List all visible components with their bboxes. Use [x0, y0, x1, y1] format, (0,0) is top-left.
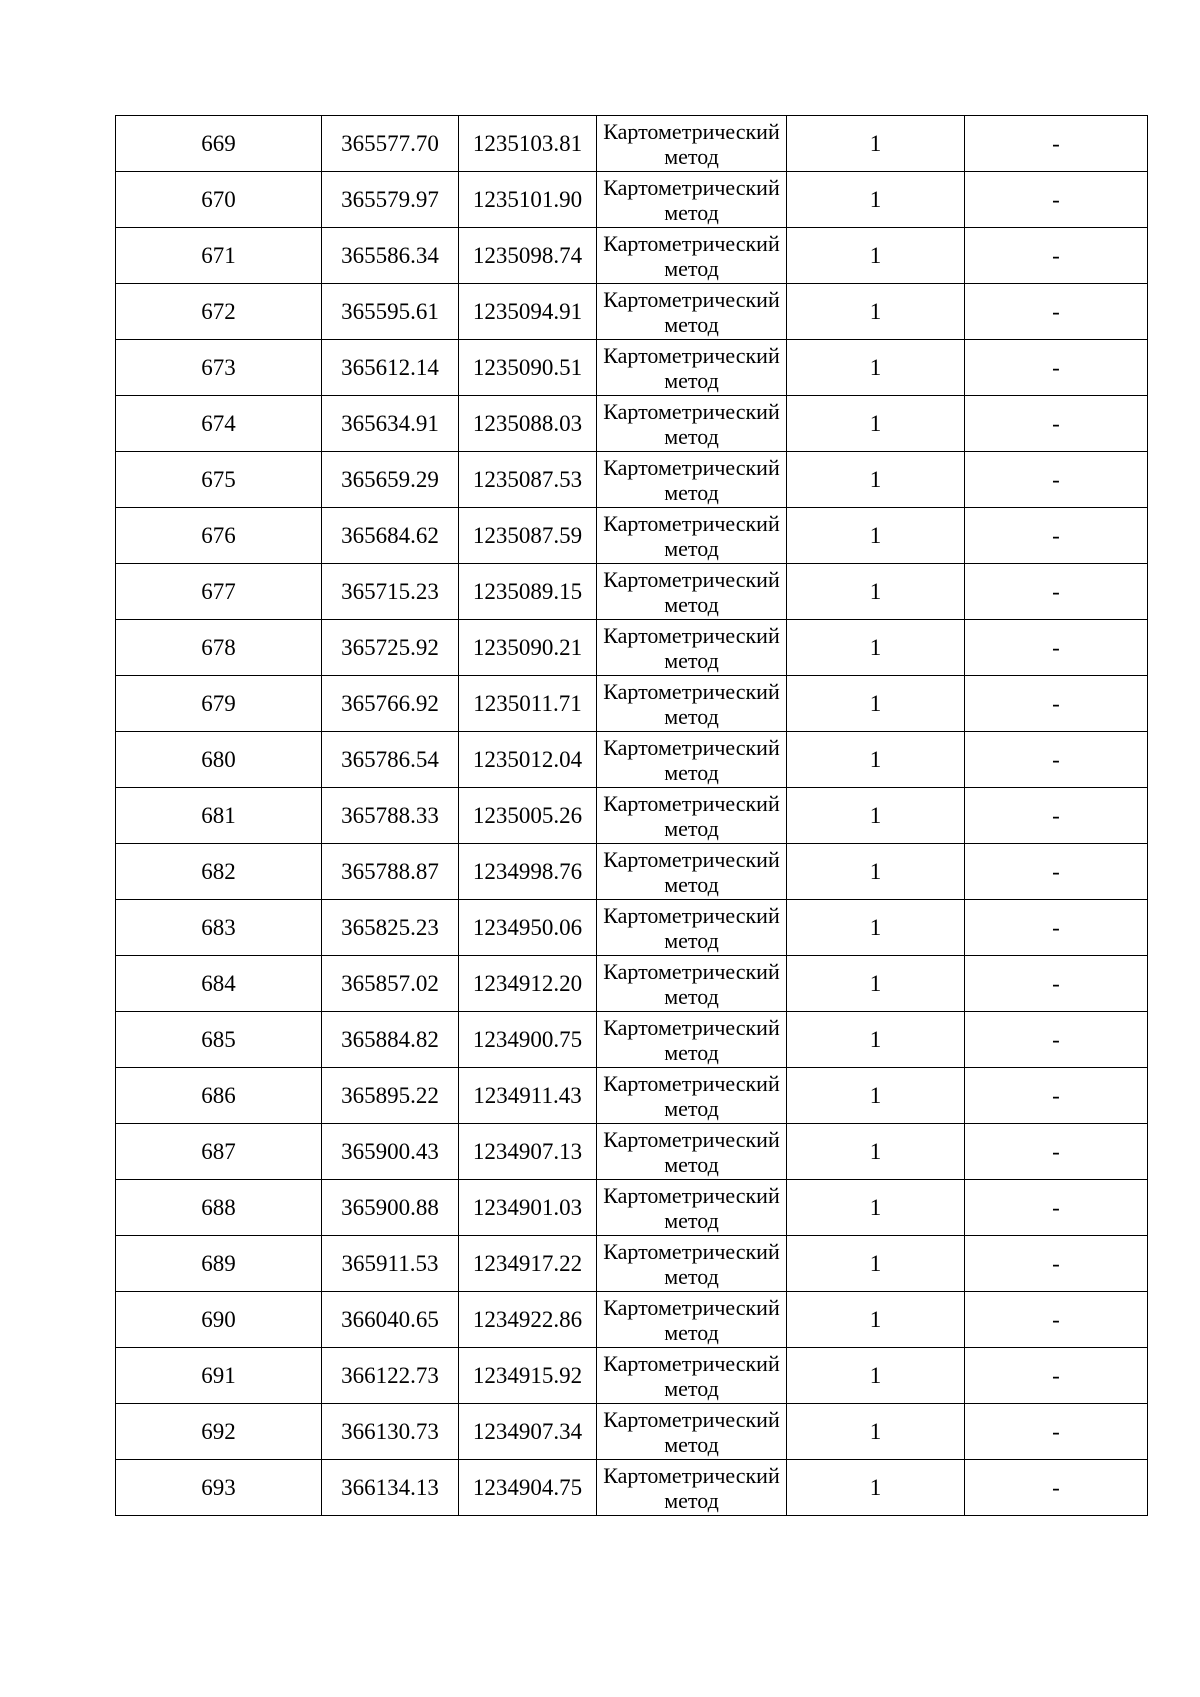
table-row	[116, 788, 1148, 844]
x-coordinate-cell: 365900.43	[322, 1124, 459, 1180]
note-cell: -	[965, 1348, 1148, 1404]
y-coordinate-cell: 1235094.91	[459, 284, 597, 340]
table-row	[116, 844, 1148, 900]
method-text: Картометрический метод	[603, 1070, 780, 1121]
y-coordinate-cell: 1235087.59	[459, 508, 597, 564]
method-cell	[597, 116, 787, 172]
table-row	[116, 1068, 1148, 1124]
note-cell: -	[965, 452, 1148, 508]
x-coordinate-cell: 365579.97	[322, 172, 459, 228]
coordinates-table-body	[116, 116, 1148, 1516]
accuracy-cell: 1	[787, 508, 965, 564]
accuracy-cell: 1	[787, 1404, 965, 1460]
note-cell: -	[965, 396, 1148, 452]
table-row	[116, 1180, 1148, 1236]
method-cell	[597, 956, 787, 1012]
method-text: Картометрический метод	[603, 790, 780, 841]
accuracy-cell: 1	[787, 1180, 965, 1236]
table-row	[116, 900, 1148, 956]
accuracy-cell: 1	[787, 1124, 965, 1180]
table-row	[116, 284, 1148, 340]
table-row	[116, 1124, 1148, 1180]
x-coordinate-cell: 365895.22	[322, 1068, 459, 1124]
table-row	[116, 172, 1148, 228]
x-coordinate-cell: 365659.29	[322, 452, 459, 508]
accuracy-cell: 1	[787, 732, 965, 788]
method-text: Картометрический метод	[603, 454, 780, 505]
x-coordinate-cell: 365884.82	[322, 1012, 459, 1068]
y-coordinate-cell: 1234922.86	[459, 1292, 597, 1348]
method-text: Картометрический метод	[603, 846, 780, 897]
point-number-cell: 677	[116, 564, 322, 620]
method-cell	[597, 1124, 787, 1180]
y-coordinate-cell: 1234917.22	[459, 1236, 597, 1292]
y-coordinate-cell: 1235103.81	[459, 116, 597, 172]
note-cell: -	[965, 956, 1148, 1012]
method-cell	[597, 1180, 787, 1236]
accuracy-cell: 1	[787, 284, 965, 340]
point-number-cell: 672	[116, 284, 322, 340]
method-cell	[597, 452, 787, 508]
note-cell: -	[965, 564, 1148, 620]
point-number-cell: 675	[116, 452, 322, 508]
method-cell	[597, 340, 787, 396]
y-coordinate-cell: 1235101.90	[459, 172, 597, 228]
coordinates-table	[115, 115, 1148, 1516]
x-coordinate-cell: 365786.54	[322, 732, 459, 788]
note-cell: -	[965, 284, 1148, 340]
table-row	[116, 564, 1148, 620]
point-number-cell: 682	[116, 844, 322, 900]
x-coordinate-cell: 365595.61	[322, 284, 459, 340]
method-cell	[597, 1348, 787, 1404]
note-cell: -	[965, 1292, 1148, 1348]
table-row	[116, 396, 1148, 452]
method-text: Картометрический метод	[603, 510, 780, 561]
note-cell: -	[965, 1068, 1148, 1124]
note-cell: -	[965, 1404, 1148, 1460]
y-coordinate-cell: 1234911.43	[459, 1068, 597, 1124]
accuracy-cell: 1	[787, 676, 965, 732]
accuracy-cell: 1	[787, 340, 965, 396]
point-number-cell: 673	[116, 340, 322, 396]
y-coordinate-cell: 1235005.26	[459, 788, 597, 844]
x-coordinate-cell: 365684.62	[322, 508, 459, 564]
point-number-cell: 691	[116, 1348, 322, 1404]
table-row	[116, 1012, 1148, 1068]
y-coordinate-cell: 1234901.03	[459, 1180, 597, 1236]
accuracy-cell: 1	[787, 1460, 965, 1516]
accuracy-cell: 1	[787, 620, 965, 676]
method-cell	[597, 620, 787, 676]
accuracy-cell: 1	[787, 1292, 965, 1348]
accuracy-cell: 1	[787, 1068, 965, 1124]
table-row	[116, 228, 1148, 284]
y-coordinate-cell: 1235090.21	[459, 620, 597, 676]
method-text: Картометрический метод	[603, 622, 780, 673]
method-text: Картометрический метод	[603, 1126, 780, 1177]
point-number-cell: 680	[116, 732, 322, 788]
method-text: Картометрический метод	[603, 230, 780, 281]
y-coordinate-cell: 1235087.53	[459, 452, 597, 508]
accuracy-cell: 1	[787, 900, 965, 956]
x-coordinate-cell: 365911.53	[322, 1236, 459, 1292]
method-cell	[597, 732, 787, 788]
y-coordinate-cell: 1234950.06	[459, 900, 597, 956]
table-row	[116, 676, 1148, 732]
accuracy-cell: 1	[787, 844, 965, 900]
accuracy-cell: 1	[787, 228, 965, 284]
method-text: Картометрический метод	[603, 678, 780, 729]
note-cell: -	[965, 676, 1148, 732]
method-text: Картометрический метод	[603, 286, 780, 337]
x-coordinate-cell: 365586.34	[322, 228, 459, 284]
table-row	[116, 956, 1148, 1012]
method-cell	[597, 900, 787, 956]
table-row	[116, 1460, 1148, 1516]
table-row	[116, 452, 1148, 508]
note-cell: -	[965, 788, 1148, 844]
note-cell: -	[965, 228, 1148, 284]
point-number-cell: 693	[116, 1460, 322, 1516]
table-row	[116, 1404, 1148, 1460]
method-cell	[597, 1068, 787, 1124]
point-number-cell: 687	[116, 1124, 322, 1180]
y-coordinate-cell: 1235098.74	[459, 228, 597, 284]
method-text: Картометрический метод	[603, 118, 780, 169]
table-row	[116, 508, 1148, 564]
accuracy-cell: 1	[787, 116, 965, 172]
method-text: Картометрический метод	[603, 566, 780, 617]
y-coordinate-cell: 1234912.20	[459, 956, 597, 1012]
x-coordinate-cell: 365788.87	[322, 844, 459, 900]
method-text: Картометрический метод	[603, 398, 780, 449]
table-row	[116, 1348, 1148, 1404]
method-text: Картометрический метод	[603, 174, 780, 225]
x-coordinate-cell: 365900.88	[322, 1180, 459, 1236]
accuracy-cell: 1	[787, 172, 965, 228]
x-coordinate-cell: 366040.65	[322, 1292, 459, 1348]
x-coordinate-cell: 365715.23	[322, 564, 459, 620]
y-coordinate-cell: 1234907.13	[459, 1124, 597, 1180]
accuracy-cell: 1	[787, 1236, 965, 1292]
method-cell	[597, 1460, 787, 1516]
point-number-cell: 674	[116, 396, 322, 452]
method-text: Картометрический метод	[603, 342, 780, 393]
note-cell: -	[965, 116, 1148, 172]
note-cell: -	[965, 1012, 1148, 1068]
x-coordinate-cell: 366130.73	[322, 1404, 459, 1460]
method-text: Картометрический метод	[603, 734, 780, 785]
method-text: Картометрический метод	[603, 1294, 780, 1345]
method-cell	[597, 228, 787, 284]
point-number-cell: 689	[116, 1236, 322, 1292]
table-row	[116, 732, 1148, 788]
point-number-cell: 683	[116, 900, 322, 956]
method-cell	[597, 396, 787, 452]
method-cell	[597, 172, 787, 228]
accuracy-cell: 1	[787, 396, 965, 452]
table-row	[116, 340, 1148, 396]
method-cell	[597, 676, 787, 732]
method-cell	[597, 1292, 787, 1348]
method-text: Картометрический метод	[603, 1014, 780, 1065]
x-coordinate-cell: 365788.33	[322, 788, 459, 844]
accuracy-cell: 1	[787, 1012, 965, 1068]
method-text: Картометрический метод	[603, 902, 780, 953]
x-coordinate-cell: 366134.13	[322, 1460, 459, 1516]
point-number-cell: 686	[116, 1068, 322, 1124]
x-coordinate-cell: 365725.92	[322, 620, 459, 676]
table-row	[116, 116, 1148, 172]
accuracy-cell: 1	[787, 788, 965, 844]
note-cell: -	[965, 172, 1148, 228]
method-text: Картометрический метод	[603, 1462, 780, 1513]
y-coordinate-cell: 1235090.51	[459, 340, 597, 396]
note-cell: -	[965, 1236, 1148, 1292]
method-text: Картометрический метод	[603, 1406, 780, 1457]
y-coordinate-cell: 1235088.03	[459, 396, 597, 452]
method-text: Картометрический метод	[603, 1350, 780, 1401]
accuracy-cell: 1	[787, 564, 965, 620]
method-cell	[597, 1236, 787, 1292]
point-number-cell: 671	[116, 228, 322, 284]
y-coordinate-cell: 1234998.76	[459, 844, 597, 900]
note-cell: -	[965, 508, 1148, 564]
note-cell: -	[965, 340, 1148, 396]
note-cell: -	[965, 1460, 1148, 1516]
method-text: Картометрический метод	[603, 1238, 780, 1289]
x-coordinate-cell: 365634.91	[322, 396, 459, 452]
method-cell	[597, 1012, 787, 1068]
accuracy-cell: 1	[787, 452, 965, 508]
x-coordinate-cell: 365612.14	[322, 340, 459, 396]
accuracy-cell: 1	[787, 1348, 965, 1404]
x-coordinate-cell: 365825.23	[322, 900, 459, 956]
note-cell: -	[965, 1124, 1148, 1180]
table-row	[116, 1236, 1148, 1292]
method-text: Картометрический метод	[603, 1182, 780, 1233]
y-coordinate-cell: 1234907.34	[459, 1404, 597, 1460]
method-cell	[597, 284, 787, 340]
point-number-cell: 692	[116, 1404, 322, 1460]
x-coordinate-cell: 366122.73	[322, 1348, 459, 1404]
table-row	[116, 620, 1148, 676]
point-number-cell: 685	[116, 1012, 322, 1068]
x-coordinate-cell: 365577.70	[322, 116, 459, 172]
method-text: Картометрический метод	[603, 958, 780, 1009]
y-coordinate-cell: 1234904.75	[459, 1460, 597, 1516]
point-number-cell: 679	[116, 676, 322, 732]
x-coordinate-cell: 365766.92	[322, 676, 459, 732]
y-coordinate-cell: 1235012.04	[459, 732, 597, 788]
x-coordinate-cell: 365857.02	[322, 956, 459, 1012]
point-number-cell: 690	[116, 1292, 322, 1348]
point-number-cell: 669	[116, 116, 322, 172]
note-cell: -	[965, 844, 1148, 900]
accuracy-cell: 1	[787, 956, 965, 1012]
note-cell: -	[965, 732, 1148, 788]
point-number-cell: 684	[116, 956, 322, 1012]
table-row	[116, 1292, 1148, 1348]
point-number-cell: 678	[116, 620, 322, 676]
point-number-cell: 670	[116, 172, 322, 228]
method-cell	[597, 508, 787, 564]
method-cell	[597, 564, 787, 620]
note-cell: -	[965, 1180, 1148, 1236]
method-cell	[597, 788, 787, 844]
point-number-cell: 676	[116, 508, 322, 564]
note-cell: -	[965, 620, 1148, 676]
method-cell	[597, 844, 787, 900]
note-cell: -	[965, 900, 1148, 956]
y-coordinate-cell: 1234915.92	[459, 1348, 597, 1404]
y-coordinate-cell: 1235089.15	[459, 564, 597, 620]
method-cell	[597, 1404, 787, 1460]
point-number-cell: 688	[116, 1180, 322, 1236]
y-coordinate-cell: 1235011.71	[459, 676, 597, 732]
y-coordinate-cell: 1234900.75	[459, 1012, 597, 1068]
point-number-cell: 681	[116, 788, 322, 844]
